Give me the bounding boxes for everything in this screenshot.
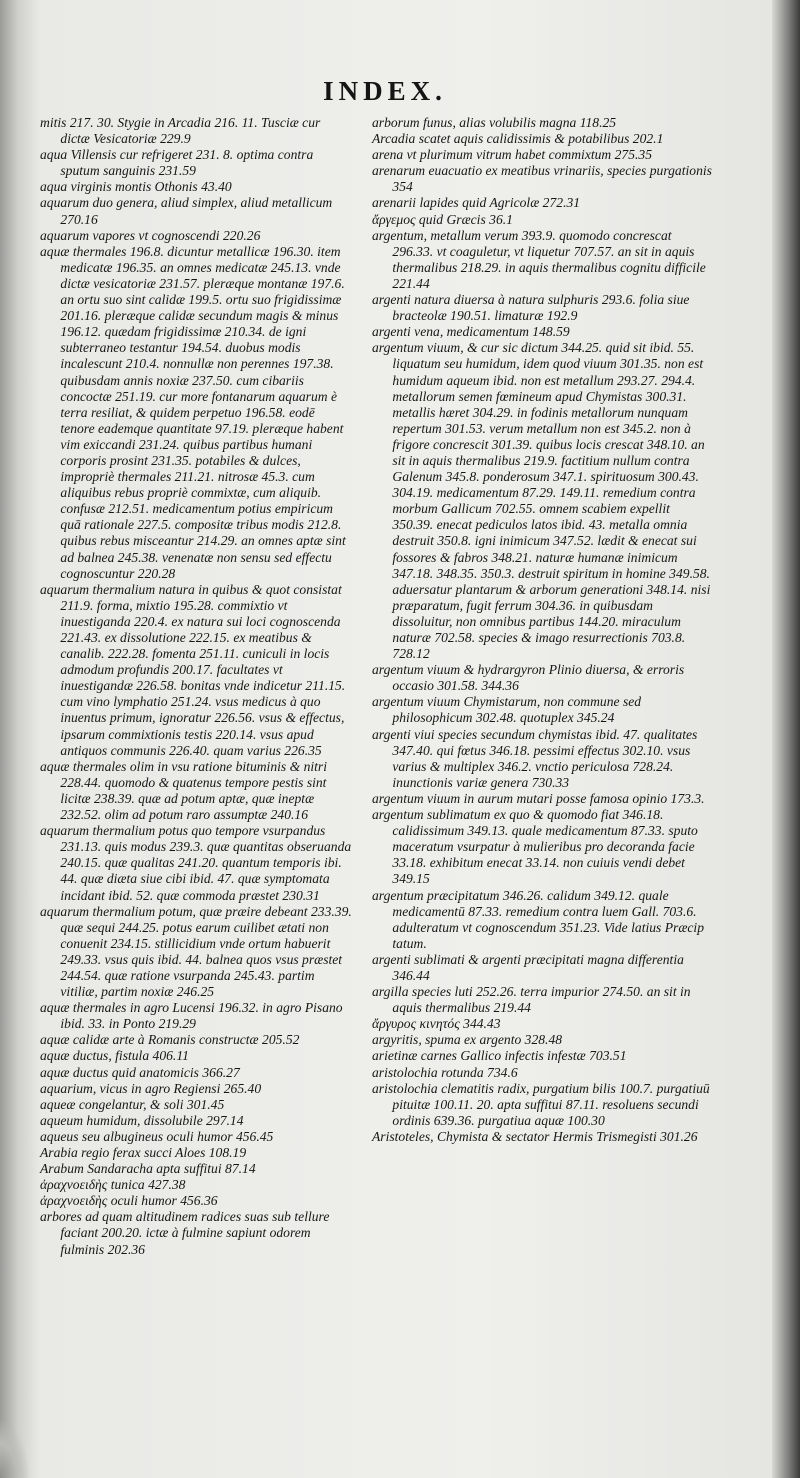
index-entry: aquæ thermales in agro Lucensi 196.32. in agro Pisano ibid. 33. in Ponto 219.29 [40, 1000, 343, 1032]
index-entry: aquæ ductus, fistula 406.11 [40, 1048, 189, 1064]
index-entry: argyritis, spuma ex argento 328.48 [372, 1032, 563, 1048]
index-entry: ἄργυρος κινητός 344.43 [372, 1016, 501, 1032]
index-entry: argentum viuum, & cur sic dictum 344.25. quid sit ibid. 55. liquatum seu humidum, idem quod viuum 301.35. non est humidum aqueum ibid. non est metallum 293.27. 294.4. metallorum semen fœmineum apud Chymistas 300.31. metallis hæret 304.29. in fodinis metallorum nunquam repertum 301.53. verum metallum non est 345.2. non à frigore concrescit 301.39. quibus locis crescat 348.10. an sit in aquis thermalibus 219.9. factitium nullum contra Galenum 345.8. ponderosum 347.1. spirituosum 300.43. 304.19. medicamentum 87.29. 149.11. remedium contra morbum Gallicum 702.55. omnem scabiem expellit 350.39. enecat pediculos latos ibid. 43. metalla omnia destruit 350.8. igni inimicum 347.52. lædit & enecat sui fossores & fabros 348.21. naturæ humanæ inimicum 347.18. 348.35. 350.3. destruit spiritum in homine 349.58. aduersatur plantarum & arborum generationi 348.14. nisi præparatum, fugit ferrum 304.36. in quibusdam dissoluitur, non omnibus partibus 144.20. miraculum naturæ 702.58. species & imago resurrectionis 703.8. 728.12 [372, 340, 711, 662]
index-entry: aqua virginis montis Othonis 43.40 [40, 179, 232, 195]
index-entry: arietinæ carnes Gallico infectis infestæ 703.51 [372, 1048, 627, 1064]
index-entry: aquarum thermalium potus quo tempore vsurpandus 231.13. quis modus 239.3. quæ quantitas obseruanda 240.15. quæ qualitas 241.20. quantum temporis ibi. 44. quæ diæta siue cibi ibid. 47. quæ symptomata incidant ibid. 52. quæ commoda præstet 230.31 [40, 823, 352, 903]
page-header: INDEX. [323, 76, 447, 106]
index-entry: aristolochia rotunda 734.6 [372, 1064, 518, 1080]
index-entry: mitis 217. 30. Stygie in Arcadia 216. 11. Tusciæ cur dictæ Vesicatoriæ 229.9 [40, 115, 321, 147]
index-entry: aquæ thermales 196.8. dicuntur metallicæ 196.30. item medicatæ 196.35. an omnes medicatæ 245.13. vnde dictæ vesicatoriæ 231.57. pleræque montanæ 197.6. an ortu suo sint calidæ 199.5. ortu suo frigidissimæ 201.16. pleræque calidæ secundum magis & minus 196.12. quædam frigidissimæ 210.34. de igni subterraneo testantur 194.54. duobus modis incalescunt 210.4. nonnullæ non perennes 197.38. quibusdam annis noxiæ 237.50. cum cibariis concoctæ 251.19. cur more fontanarum aquarum è terra resiliat, & quidem perpetuo 196.58. eodē tenore eademque quantitate 97.19. pleræque habent vim exiccandi 231.24. quibus partibus humani corporis prosint 231.35. potabiles & dulces, impropriè thermales 211.21. nitrosæ 45.3. cum aliquibus rebus propriè commixtæ, cum aliquib. confusæ 212.51. medicamentum potius empiricum quā rationale 227.5. compositæ tribus modis 212.8. quibus rebus misceantur 214.29. an omnes aptæ sint ad balnea 245.38. venenatæ non sensu sed effectu cognoscuntur 220.28 [40, 243, 346, 581]
index-entry: aristolochia clematitis radix, purgatium bilis 100.7. purgatiuū pituitæ 100.11. 20. apta suffitui 87.11. resoluens secundi ordinis 639.36. purgatiua aquæ 100.30 [372, 1080, 710, 1128]
index-entry: argilla species luti 252.26. terra impurior 274.50. an sit in aquis thermalibus 219.44 [372, 984, 691, 1016]
index-entry: ἄργεμος quid Græcis 36.1 [372, 211, 513, 227]
index-entry: argenti sublimati & argenti præcipitati magna differentia 346.44 [372, 951, 684, 983]
index-entry: argenti viui species secundum chymistas ibid. 47. qualitates 347.40. qui fœtus 346.18. pessimi effectus 302.10. vsus varius & multiplex 346.2. vnctio periculosa 728.24. inunctionis variæ genera 730.33 [372, 726, 698, 790]
index-entry: argentum, metallum verum 393.9. quomodo concrescat 296.33. vt coaguletur, vt liquetur 707.57. an sit in aquis thermalibus 218.29. in aquis thermalibus cognitu difficile 221.44 [372, 227, 706, 291]
index-entry: arenarum euacuatio ex meatibus vrinariis, species purgationis 354 [372, 163, 712, 195]
index-entry: arborum funus, alias volubilis magna 118.25 [372, 115, 617, 130]
index-entry: aquæ ductus quid anatomicis 366.27 [40, 1064, 240, 1080]
index-entry: aqua Villensis cur refrigeret 231. 8. optima contra sputum sanguinis 231.59 [40, 147, 314, 179]
index-entry: aqueum humidum, dissolubile 297.14 [40, 1112, 244, 1128]
index-entry: aquæ calidæ arte à Romanis constructæ 205.52 [40, 1032, 300, 1048]
index-entry: argentum viuum & hydrargyron Plinio diuersa, & erroris occasio 301.58. 344.36 [372, 662, 685, 694]
index-entry: argenti vena, medicamentum 148.59 [372, 324, 570, 340]
index-entry: aquarum vapores vt cognoscendi 220.26 [40, 227, 261, 243]
index-entry: Arcadia scatet aquis calidissimis & potabilibus 202.1 [372, 131, 664, 147]
book-gutter [772, 0, 800, 1478]
index-entry: ἀραχνοειδὴς oculi humor 456.36 [40, 1193, 218, 1209]
index-entry: aqueæ congelantur, & soli 301.45 [40, 1096, 225, 1112]
index-entry: argentum viuum in aurum mutari posse famosa opinio 173.3. [372, 790, 705, 806]
index-entry: argentum præcipitatum 346.26. calidum 349.12. quale medicamentū 87.33. remedium contra luem Gall. 703.6. adulteratum vt cognoscendum 351.23. Vide latius Præcip tatum. [372, 887, 704, 951]
right-index-column [372, 115, 712, 1145]
index-entry: ἀραχνοειδὴς tunica 427.38 [40, 1177, 186, 1193]
index-entry: aquarum thermalium potum, quæ præire debeant 233.39. quæ sequi 244.25. potus earum cuilibet ætati non conuenit 234.15. stillicidium vnde ortum habuerit 249.33. vsus quis ibid. 44. balnea quos vsus præstet 244.54. quæ ratione vsurpanda 245.43. partim vitiliæ, partim noxiæ 246.25 [40, 903, 352, 1000]
index-entry: Aristoteles, Chymista & sectator Hermis Trismegisti 301.26 [372, 1128, 698, 1144]
index-entry: aquarium, vicus in agro Regiensi 265.40 [40, 1080, 262, 1096]
index-entry: arena vt plurimum vitrum habet commixtum 275.35 [372, 147, 653, 163]
page-curl [0, 1418, 30, 1478]
index-entry: Arabum Sandaracha apta suffitui 87.14 [40, 1161, 256, 1177]
index-entry: argenti natura diuersa à natura sulphuris 293.6. folia siue bracteolæ 190.51. limaturæ 192.9 [372, 292, 690, 324]
index-entry: aquæ thermales olim in vsu ratione bituminis & nitri 228.44. quomodo & quatenus tempore pestis sint licitæ 238.39. quæ ad potum aptæ, quæ ineptæ 232.52. olim ad potum raro assumptæ 240.16 [40, 758, 327, 823]
index-entry: argentum viuum Chymistarum, non commune sed philosophicum 302.48. quotuplex 345.24 [372, 694, 642, 726]
index-entry: arenarii lapides quid Agricolæ 272.31 [372, 195, 581, 211]
index-entry: Arabia regio ferax succi Aloes 108.19 [40, 1145, 247, 1160]
left-index-column [40, 115, 352, 1258]
index-entry: aquarum duo genera, aliud simplex, aliud metallicum 270.16 [40, 195, 333, 227]
index-entry: aquarum thermalium natura in quibus & quot consistat 211.9. forma, mixtio 195.28. commixtio vt inuestiganda 220.4. ex natura sui loci cognoscenda 221.43. ex dissolutione 222.15. ex meatibus & canalib. 222.28. fomenta 251.11. cuniculi in locis admodum profundis 200.17. facultates vt inuestigandæ 226.58. bonitas vnde indicetur 211.15. cum vino lymphatio 251.24. vsus medicus à quo inuentus primum, ignoratur 226.56. vsus & effectus, ipsarum commixtionis testis 220.14. vsus apud antiquos communis 226.40. quam varius 226.35 [40, 581, 346, 758]
index-entry: argentum sublimatum ex quo & quomodo fiat 346.18. calidissimum 349.13. quale medicamentum 87.33. sputo maceratum vsurpatur à mulieribus pro decoranda facie 33.18. exhibitum enecat 33.14. non cuiuis vendi debet 349.15 [372, 807, 698, 887]
index-entry: arbores ad quam altitudinem radices suas sub tellure faciant 200.20. ictæ à fulmine sapiunt odorem fulminis 202.36 [40, 1209, 330, 1257]
index-entry: aqueus seu albugineus oculi humor 456.45 [40, 1128, 274, 1144]
